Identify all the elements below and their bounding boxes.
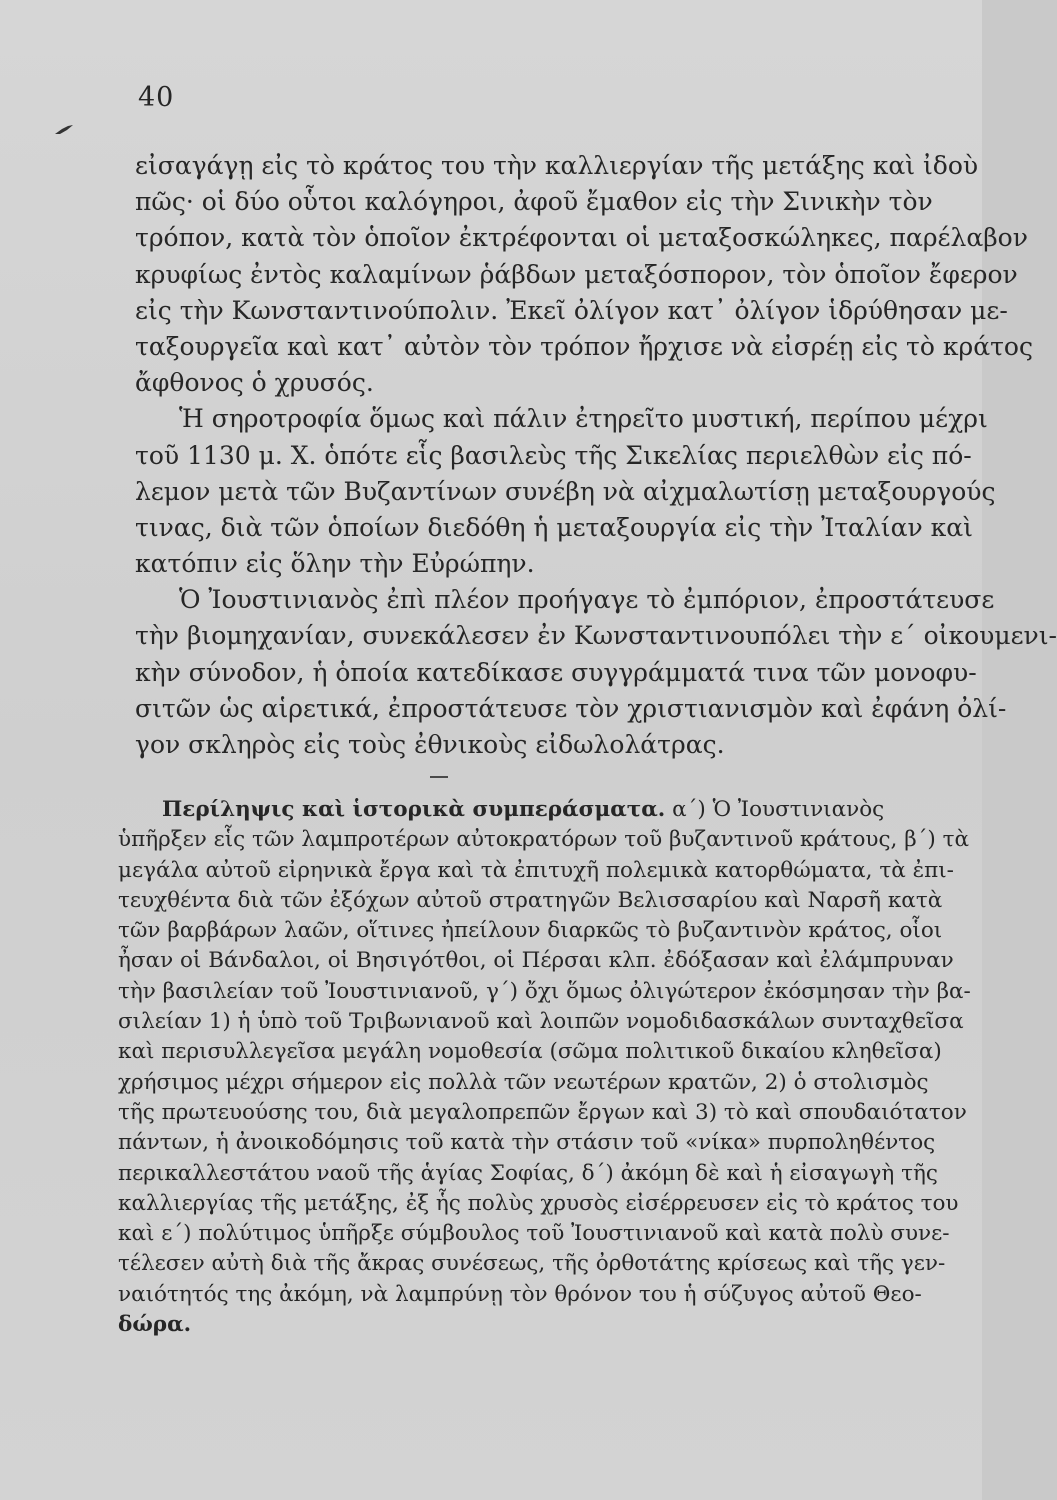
summary-line: πάντων, ἡ ἀνοικοδόμησις τοῦ κατὰ τὴν στάσιν τοῦ «νίκα» πυρποληθέντος (118, 1130, 936, 1156)
summary-first-line-text: α΄) Ὁ Ἰουστινιανὸς (665, 797, 885, 822)
summary-line: περικαλλεστάτου ναοῦ τῆς ἁγίας Σοφίας, δ΄) ἀκόμη δὲ καὶ ἡ εἰσαγωγὴ τῆς (118, 1160, 938, 1186)
summary-line: καὶ ε΄) πολύτιμος ὑπῆρξε σύμβουλος τοῦ Ἰουστινιανοῦ καὶ κατὰ πολὺ συνε- (118, 1221, 950, 1247)
text-line: γον σκληρὸς εἰς τοὺς ἐθνικοὺς εἰδωλολάτρας. (135, 730, 725, 759)
section-divider (430, 776, 448, 778)
summary-line: σιλείαν 1) ἡ ὑπὸ τοῦ Τριβωνιανοῦ καὶ λοιπῶν νομοδιδασκάλων συνταχθεῖσα (118, 1009, 964, 1035)
text-line: κρυφίως ἐντὸς καλαμίνων ῥάβδων μεταξόσπορον, τὸν ὁποῖον ἔφερον (135, 259, 1018, 289)
text-line: λεμον μετὰ τῶν Βυζαντίνων συνέβη νὰ αἰχμαλωτίσῃ μεταξουργούς (135, 476, 996, 506)
ink-smudge-mark (54, 124, 74, 136)
summary-line: καλλιεργίας τῆς μετάξης, ἐξ ἧς πολὺς χρυσὸς εἰσέρρευσεν εἰς τὸ κράτος του (118, 1190, 959, 1216)
text-line: κὴν σύνοδον, ἡ ὁποία κατεδίκασε συγγράμματά τινα τῶν μονοφυ- (135, 657, 977, 687)
text-line: εἰσαγάγῃ εἰς τὸ κράτος του τὴν καλλιεργίαν τῆς μετάξης καὶ ἰδοὺ (135, 151, 979, 180)
summary-line: καὶ περισυλλεγεῖσα μεγάλη νομοθεσία (σῶμα πολιτικοῦ δικαίου κληθεῖσα) (118, 1039, 942, 1065)
page-number: 40 (138, 82, 175, 113)
summary-line: τὴν βασιλείαν τοῦ Ἰουστινιανοῦ, γ΄) ὄχι ὅμως ὀλιγώτερον ἐκόσμησαν τὴν βα- (118, 978, 971, 1004)
text-line: τρόπον, κατὰ τὸν ὁποῖον ἐκτρέφονται οἱ μεταξοσκώληκες, παρέλαβον (135, 223, 1028, 253)
summary-heading: Περίληψις καὶ ἱστορικὰ συμπεράσματα. (162, 797, 666, 822)
text-line: ταξουργεῖα καὶ κατ᾽ αὐτὸν τὸν τρόπον ἤρχισε νὰ εἰσρέῃ εἰς τὸ κράτος (135, 331, 1033, 361)
main-text (135, 148, 1057, 763)
summary-section (118, 795, 971, 1340)
summary-first-line (118, 795, 936, 825)
text-line: τινας, διὰ τῶν ὁποίων διεδόθη ἡ μεταξουργία εἰς τὴν Ἰταλίαν καὶ (135, 512, 973, 542)
summary-line: τέλεσεν αὐτὴ διὰ τῆς ἄκρας συνέσεως, τῆς ὀρθοτάτης κρίσεως καὶ τῆς γεν- (118, 1251, 946, 1277)
text-line: τὴν βιομηχανίαν, συνεκάλεσεν ἐν Κωνσταντινουπόλει τὴν ε΄ οἰκουμενι- (135, 621, 1057, 651)
text-line: σιτῶν ὡς αἱρετικά, ἐπροστάτευσε τὸν χριστιανισμὸν καὶ ἐφάνη ὀλί- (135, 693, 1007, 723)
text-line: πῶς· οἱ δύο οὗτοι καλόγηροι, ἀφοῦ ἔμαθον εἰς τὴν Σινικὴν τὸν (135, 187, 933, 217)
summary-line: ναιότητός της ἀκόμη, νὰ λαμπρύνῃ τὸν θρόνον του ἡ σύζυγος αὐτοῦ Θεο- (118, 1281, 922, 1307)
text-line: εἰς τὴν Κωνσταντινούπολιν. Ἐκεῖ ὀλίγον κατ᾽ ὀλίγον ἱδρύθησαν με- (135, 295, 1008, 325)
summary-line: δώρα. (118, 1312, 192, 1338)
summary-line: χρήσιμος μέχρι σήμερον εἰς πολλὰ τῶν νεωτέρων κρατῶν, 2) ὁ στολισμὸς (118, 1069, 929, 1095)
text-line: Ὁ Ἰουστινιανὸς ἐπὶ πλέον προήγαγε τὸ ἐμπόριον, ἐπροστάτευσε (179, 585, 995, 615)
summary-line: μεγάλα αὐτοῦ εἰρηνικὰ ἔργα καὶ τὰ ἐπιτυχῆ πολεμικὰ κατορθώματα, τὰ ἐπι- (118, 857, 954, 883)
summary-line: ἦσαν οἱ Βάνδαλοι, οἱ Βησιγότθοι, οἱ Πέρσαι κλπ. ἐδόξασαν καὶ ἐλάμπρυναν (118, 948, 954, 974)
summary-line: ὑπῆρξεν εἷς τῶν λαμπροτέρων αὐτοκρατόρων τοῦ βυζαντινοῦ κράτους, β΄) τὰ (118, 827, 970, 853)
summary-line: τῆς πρωτευούσης του, διὰ μεγαλοπρεπῶν ἔργων καὶ 3) τὸ καὶ σπουδαιότατον (118, 1099, 967, 1125)
summary-line: τευχθέντα διὰ τῶν ἐξόχων αὐτοῦ στρατηγῶν Βελισσαρίου καὶ Ναρσῆ κατὰ (118, 887, 943, 913)
text-line: Ἡ σηροτροφία ὅμως καὶ πάλιν ἐτηρεῖτο μυστική, περίπου μέχρι (179, 404, 988, 434)
text-line: τοῦ 1130 μ. Χ. ὁπότε εἷς βασιλεὺς τῆς Σικελίας περιελθὼν εἰς πό- (135, 440, 972, 470)
text-line: κατόπιν εἰς ὅλην τὴν Εὐρώπην. (135, 549, 535, 579)
text-line: ἄφθονος ὁ χρυσός. (135, 368, 374, 398)
summary-line: τῶν βαρβάρων λαῶν, οἵτινες ἠπείλουν διαρκῶς τὸ βυζαντινὸν κράτος, οἷοι (118, 918, 943, 944)
